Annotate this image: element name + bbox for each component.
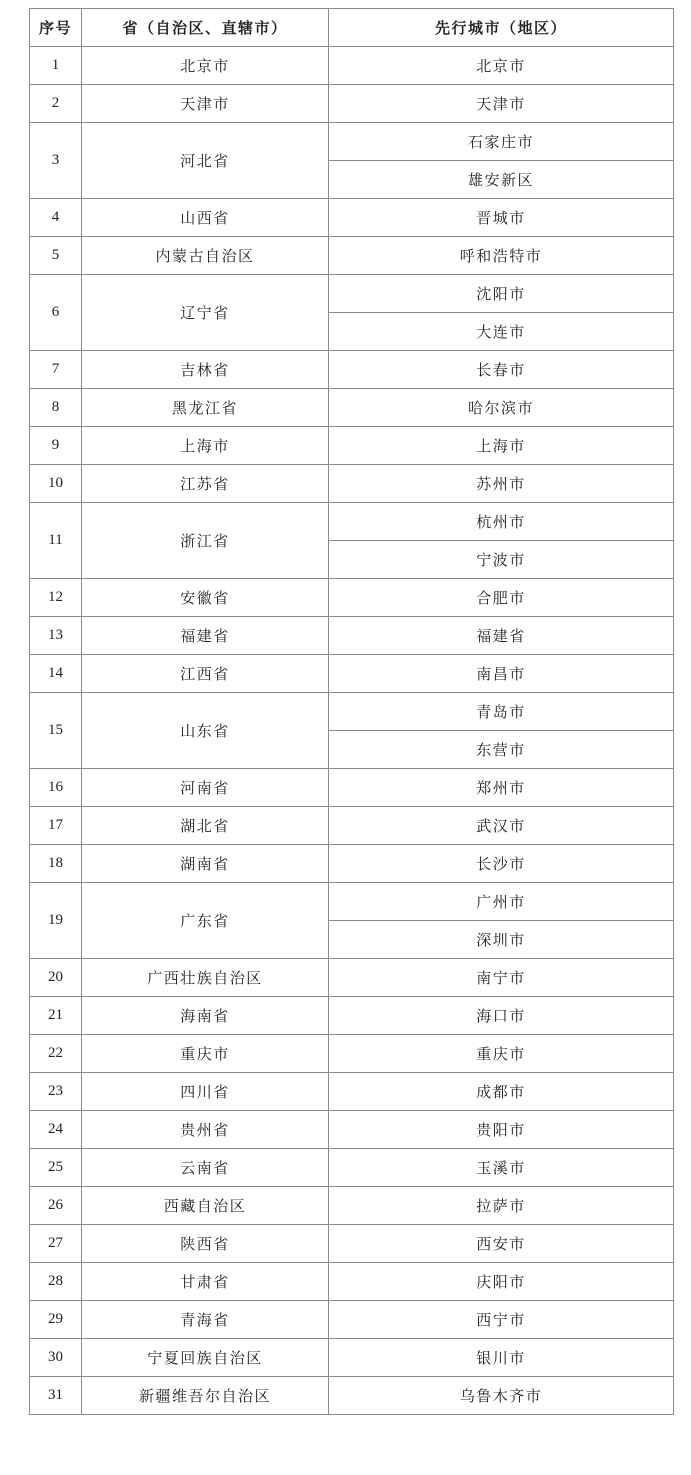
table-row [30, 807, 674, 845]
row-province: 重庆市 [82, 1035, 329, 1073]
row-city: 沈阳市 [329, 275, 674, 313]
row-city: 北京市 [329, 47, 674, 85]
row-index: 6 [30, 275, 82, 351]
row-index: 22 [30, 1035, 82, 1073]
row-city: 贵阳市 [329, 1111, 674, 1149]
row-city: 广州市 [329, 883, 674, 921]
row-index: 13 [30, 617, 82, 655]
row-province: 湖南省 [82, 845, 329, 883]
row-city: 石家庄市 [329, 123, 674, 161]
table-row [30, 655, 674, 693]
table-row [30, 1301, 674, 1339]
row-province: 辽宁省 [82, 275, 329, 351]
table-row [30, 427, 674, 465]
row-index: 2 [30, 85, 82, 123]
row-city: 哈尔滨市 [329, 389, 674, 427]
table-row [30, 1073, 674, 1111]
row-city: 郑州市 [329, 769, 674, 807]
row-index: 10 [30, 465, 82, 503]
row-province: 山西省 [82, 199, 329, 237]
table-row [30, 769, 674, 807]
table-row [30, 1263, 674, 1301]
row-city: 玉溪市 [329, 1149, 674, 1187]
table-row [30, 1339, 674, 1377]
row-city: 重庆市 [329, 1035, 674, 1073]
row-province: 江苏省 [82, 465, 329, 503]
header-index: 序号 [30, 9, 82, 47]
row-city: 西安市 [329, 1225, 674, 1263]
table-row [30, 997, 674, 1035]
row-province: 贵州省 [82, 1111, 329, 1149]
table-row [30, 1035, 674, 1073]
row-city: 福建省 [329, 617, 674, 655]
row-index: 28 [30, 1263, 82, 1301]
row-province: 安徽省 [82, 579, 329, 617]
table-row [30, 85, 674, 123]
row-province: 江西省 [82, 655, 329, 693]
row-index: 29 [30, 1301, 82, 1339]
table-row [30, 503, 674, 541]
row-province: 西藏自治区 [82, 1187, 329, 1225]
row-city: 青岛市 [329, 693, 674, 731]
row-city: 杭州市 [329, 503, 674, 541]
table-row [30, 351, 674, 389]
row-city: 长春市 [329, 351, 674, 389]
table-row [30, 199, 674, 237]
table-header-row [30, 9, 674, 47]
row-province: 青海省 [82, 1301, 329, 1339]
row-index: 4 [30, 199, 82, 237]
row-province: 海南省 [82, 997, 329, 1035]
row-index: 25 [30, 1149, 82, 1187]
row-city: 银川市 [329, 1339, 674, 1377]
row-index: 9 [30, 427, 82, 465]
row-index: 11 [30, 503, 82, 579]
row-city: 东营市 [329, 731, 674, 769]
row-city: 雄安新区 [329, 161, 674, 199]
row-city: 天津市 [329, 85, 674, 123]
row-city: 宁波市 [329, 541, 674, 579]
row-city: 海口市 [329, 997, 674, 1035]
row-province: 天津市 [82, 85, 329, 123]
row-index: 21 [30, 997, 82, 1035]
pilot-cities-table-container [29, 8, 674, 1415]
table-row [30, 237, 674, 275]
table-row [30, 845, 674, 883]
row-province: 福建省 [82, 617, 329, 655]
row-index: 15 [30, 693, 82, 769]
row-index: 20 [30, 959, 82, 997]
row-index: 5 [30, 237, 82, 275]
table-body [30, 47, 674, 1415]
table-row [30, 693, 674, 731]
row-index: 19 [30, 883, 82, 959]
row-province: 黑龙江省 [82, 389, 329, 427]
row-city: 南宁市 [329, 959, 674, 997]
row-province: 河北省 [82, 123, 329, 199]
row-city: 大连市 [329, 313, 674, 351]
row-province: 吉林省 [82, 351, 329, 389]
table-row [30, 275, 674, 313]
table-row [30, 1111, 674, 1149]
row-index: 12 [30, 579, 82, 617]
row-province: 陕西省 [82, 1225, 329, 1263]
row-province: 内蒙古自治区 [82, 237, 329, 275]
row-province: 甘肃省 [82, 1263, 329, 1301]
row-city: 长沙市 [329, 845, 674, 883]
row-province: 北京市 [82, 47, 329, 85]
row-province: 宁夏回族自治区 [82, 1339, 329, 1377]
row-city: 晋城市 [329, 199, 674, 237]
row-index: 7 [30, 351, 82, 389]
row-city: 武汉市 [329, 807, 674, 845]
table-row [30, 389, 674, 427]
row-city: 乌鲁木齐市 [329, 1377, 674, 1415]
table-row [30, 1187, 674, 1225]
row-index: 27 [30, 1225, 82, 1263]
row-city: 南昌市 [329, 655, 674, 693]
table-row [30, 47, 674, 85]
row-province: 山东省 [82, 693, 329, 769]
pilot-cities-table [29, 8, 674, 1415]
row-index: 31 [30, 1377, 82, 1415]
row-province: 云南省 [82, 1149, 329, 1187]
row-province: 广西壮族自治区 [82, 959, 329, 997]
row-province: 新疆维吾尔自治区 [82, 1377, 329, 1415]
row-province: 河南省 [82, 769, 329, 807]
row-index: 16 [30, 769, 82, 807]
row-index: 30 [30, 1339, 82, 1377]
row-city: 苏州市 [329, 465, 674, 503]
row-city: 上海市 [329, 427, 674, 465]
row-city: 西宁市 [329, 1301, 674, 1339]
header-province: 省（自治区、直辖市） [82, 9, 329, 47]
row-index: 1 [30, 47, 82, 85]
table-row [30, 123, 674, 161]
row-index: 23 [30, 1073, 82, 1111]
row-province: 四川省 [82, 1073, 329, 1111]
row-index: 8 [30, 389, 82, 427]
row-province: 上海市 [82, 427, 329, 465]
row-city: 拉萨市 [329, 1187, 674, 1225]
row-city: 成都市 [329, 1073, 674, 1111]
row-index: 3 [30, 123, 82, 199]
table-row [30, 617, 674, 655]
table-row [30, 1149, 674, 1187]
header-city: 先行城市（地区） [329, 9, 674, 47]
row-city: 合肥市 [329, 579, 674, 617]
row-index: 17 [30, 807, 82, 845]
row-index: 26 [30, 1187, 82, 1225]
row-city: 呼和浩特市 [329, 237, 674, 275]
table-row [30, 1225, 674, 1263]
table-row [30, 1377, 674, 1415]
table-row [30, 959, 674, 997]
row-province: 湖北省 [82, 807, 329, 845]
row-province: 浙江省 [82, 503, 329, 579]
row-city: 庆阳市 [329, 1263, 674, 1301]
row-index: 18 [30, 845, 82, 883]
table-row [30, 883, 674, 921]
row-city: 深圳市 [329, 921, 674, 959]
row-index: 14 [30, 655, 82, 693]
row-province: 广东省 [82, 883, 329, 959]
table-row [30, 579, 674, 617]
table-row [30, 465, 674, 503]
row-index: 24 [30, 1111, 82, 1149]
